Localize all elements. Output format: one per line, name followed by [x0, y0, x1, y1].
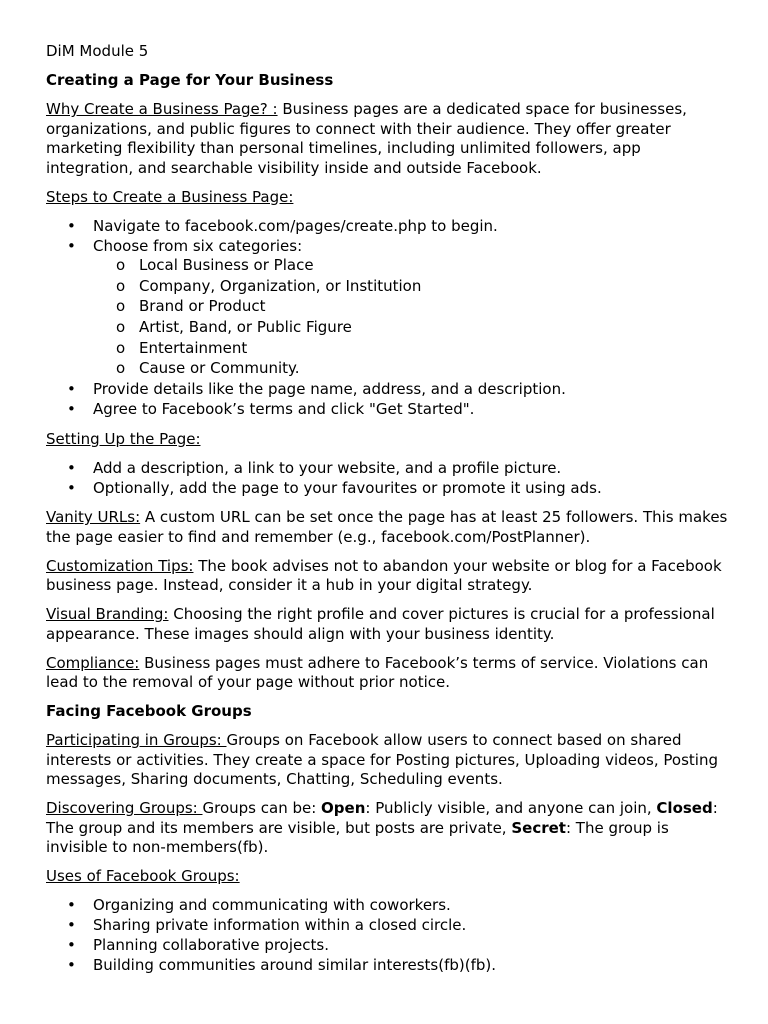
steps-label: Steps to Create a Business Page:	[46, 187, 294, 206]
list-item-text: Choose from six categories:	[93, 236, 303, 255]
category-item: o Company, Organization, or Institution	[93, 277, 728, 297]
uses-label: Uses of Facebook Groups:	[46, 867, 240, 886]
category-item: o Cause or Community.	[93, 359, 728, 379]
module-title: DiM Module 5	[46, 42, 149, 60]
customization-text: The book advises not to abandon your website or blog for a Facebook business page. Instead, consider it a hub in your digital strategy.	[46, 556, 722, 595]
list-item-text: Agree to Facebook’s terms and click "Get Started".	[93, 400, 475, 419]
why-label: Why Create a Business Page? :	[46, 100, 278, 118]
discovering-label: Discovering Groups:	[46, 799, 203, 818]
list-item: • Optionally, add the page to your favourites or promote it using ads.	[46, 479, 728, 499]
compliance-text: Business pages must adhere to Facebook’s terms of service. Violations can lead to the removal of your page without prior notice.	[46, 653, 709, 692]
customization-label: Customization Tips:	[46, 556, 194, 575]
setup-label: Setting Up the Page:	[46, 429, 201, 448]
list-item: • Building communities around similar interests(fb)(fb).	[46, 956, 728, 976]
participating-text: Groups on Facebook allow users to connect based on shared interests or activities. They create a space for Posting pictures, Uploading videos, Posting messages, Sharing documents, Chatting, Scheduling events.	[46, 731, 718, 789]
discovering-intro: Groups can be:	[202, 799, 322, 818]
closed-term: Closed	[656, 799, 713, 818]
secret-text: : The group is invisible to non-members(fb).	[46, 818, 669, 857]
category-item: o Artist, Band, or Public Figure	[93, 318, 728, 338]
customization-paragraph	[46, 557, 728, 596]
open-term: Open	[321, 799, 366, 818]
categories-list	[93, 256, 728, 379]
list-item	[46, 400, 728, 420]
list-item: • Sharing private information within a closed circle.	[46, 916, 728, 936]
participating-label: Participating in Groups:	[46, 731, 227, 750]
uses-list	[46, 896, 728, 976]
list-item: • Planning collaborative projects.	[46, 936, 728, 956]
branding-paragraph	[46, 605, 728, 644]
branding-text: Choosing the right profile and cover pictures is crucial for a professional appearance. These images should align with your business identity.	[46, 605, 715, 643]
secret-term: Secret	[511, 818, 566, 837]
list-item	[46, 237, 728, 379]
vanity-label: Vanity URLs:	[46, 508, 141, 527]
steps-list	[46, 217, 728, 420]
vanity-paragraph	[46, 508, 728, 547]
section-heading-business-page: Creating a Page for Your Business	[46, 71, 334, 89]
list-item-text: Navigate to facebook.com/pages/create.php to begin.	[93, 216, 498, 235]
why-text: Business pages are a dedicated space for businesses, organizations, and public figures to connect with their audience. They offer greater marketing flexibility than personal timelines, including unlimited followers, app integration, and searchable visibility inside and outside Facebook.	[46, 100, 687, 177]
closed-text: : The group and its members are visible, but posts are private,	[46, 799, 718, 837]
compliance-paragraph	[46, 654, 728, 693]
setup-list	[46, 459, 728, 499]
discovering-paragraph	[46, 799, 728, 858]
category-item: o Entertainment	[93, 339, 728, 359]
list-item-text: Provide details like the page name, address, and a description.	[93, 380, 566, 399]
open-text: : Publicly visible, and anyone can join,	[365, 799, 657, 818]
list-item: • Organizing and communicating with coworkers.	[46, 896, 728, 916]
compliance-label: Compliance:	[46, 653, 140, 672]
why-paragraph	[46, 100, 728, 178]
section-heading-groups: Facing Facebook Groups	[46, 702, 252, 721]
list-item: • Add a description, a link to your website, and a profile picture.	[46, 459, 728, 479]
category-item: o Brand or Product	[93, 297, 728, 317]
vanity-text: A custom URL can be set once the page has at least 25 followers. This makes the page easier to find and remember (e.g., facebook.com/PostPlanner).	[46, 508, 728, 546]
participating-paragraph	[46, 731, 728, 790]
list-item	[46, 217, 728, 237]
list-item	[46, 380, 728, 400]
branding-label: Visual Branding:	[46, 605, 169, 624]
category-item: o Local Business or Place	[93, 256, 728, 276]
